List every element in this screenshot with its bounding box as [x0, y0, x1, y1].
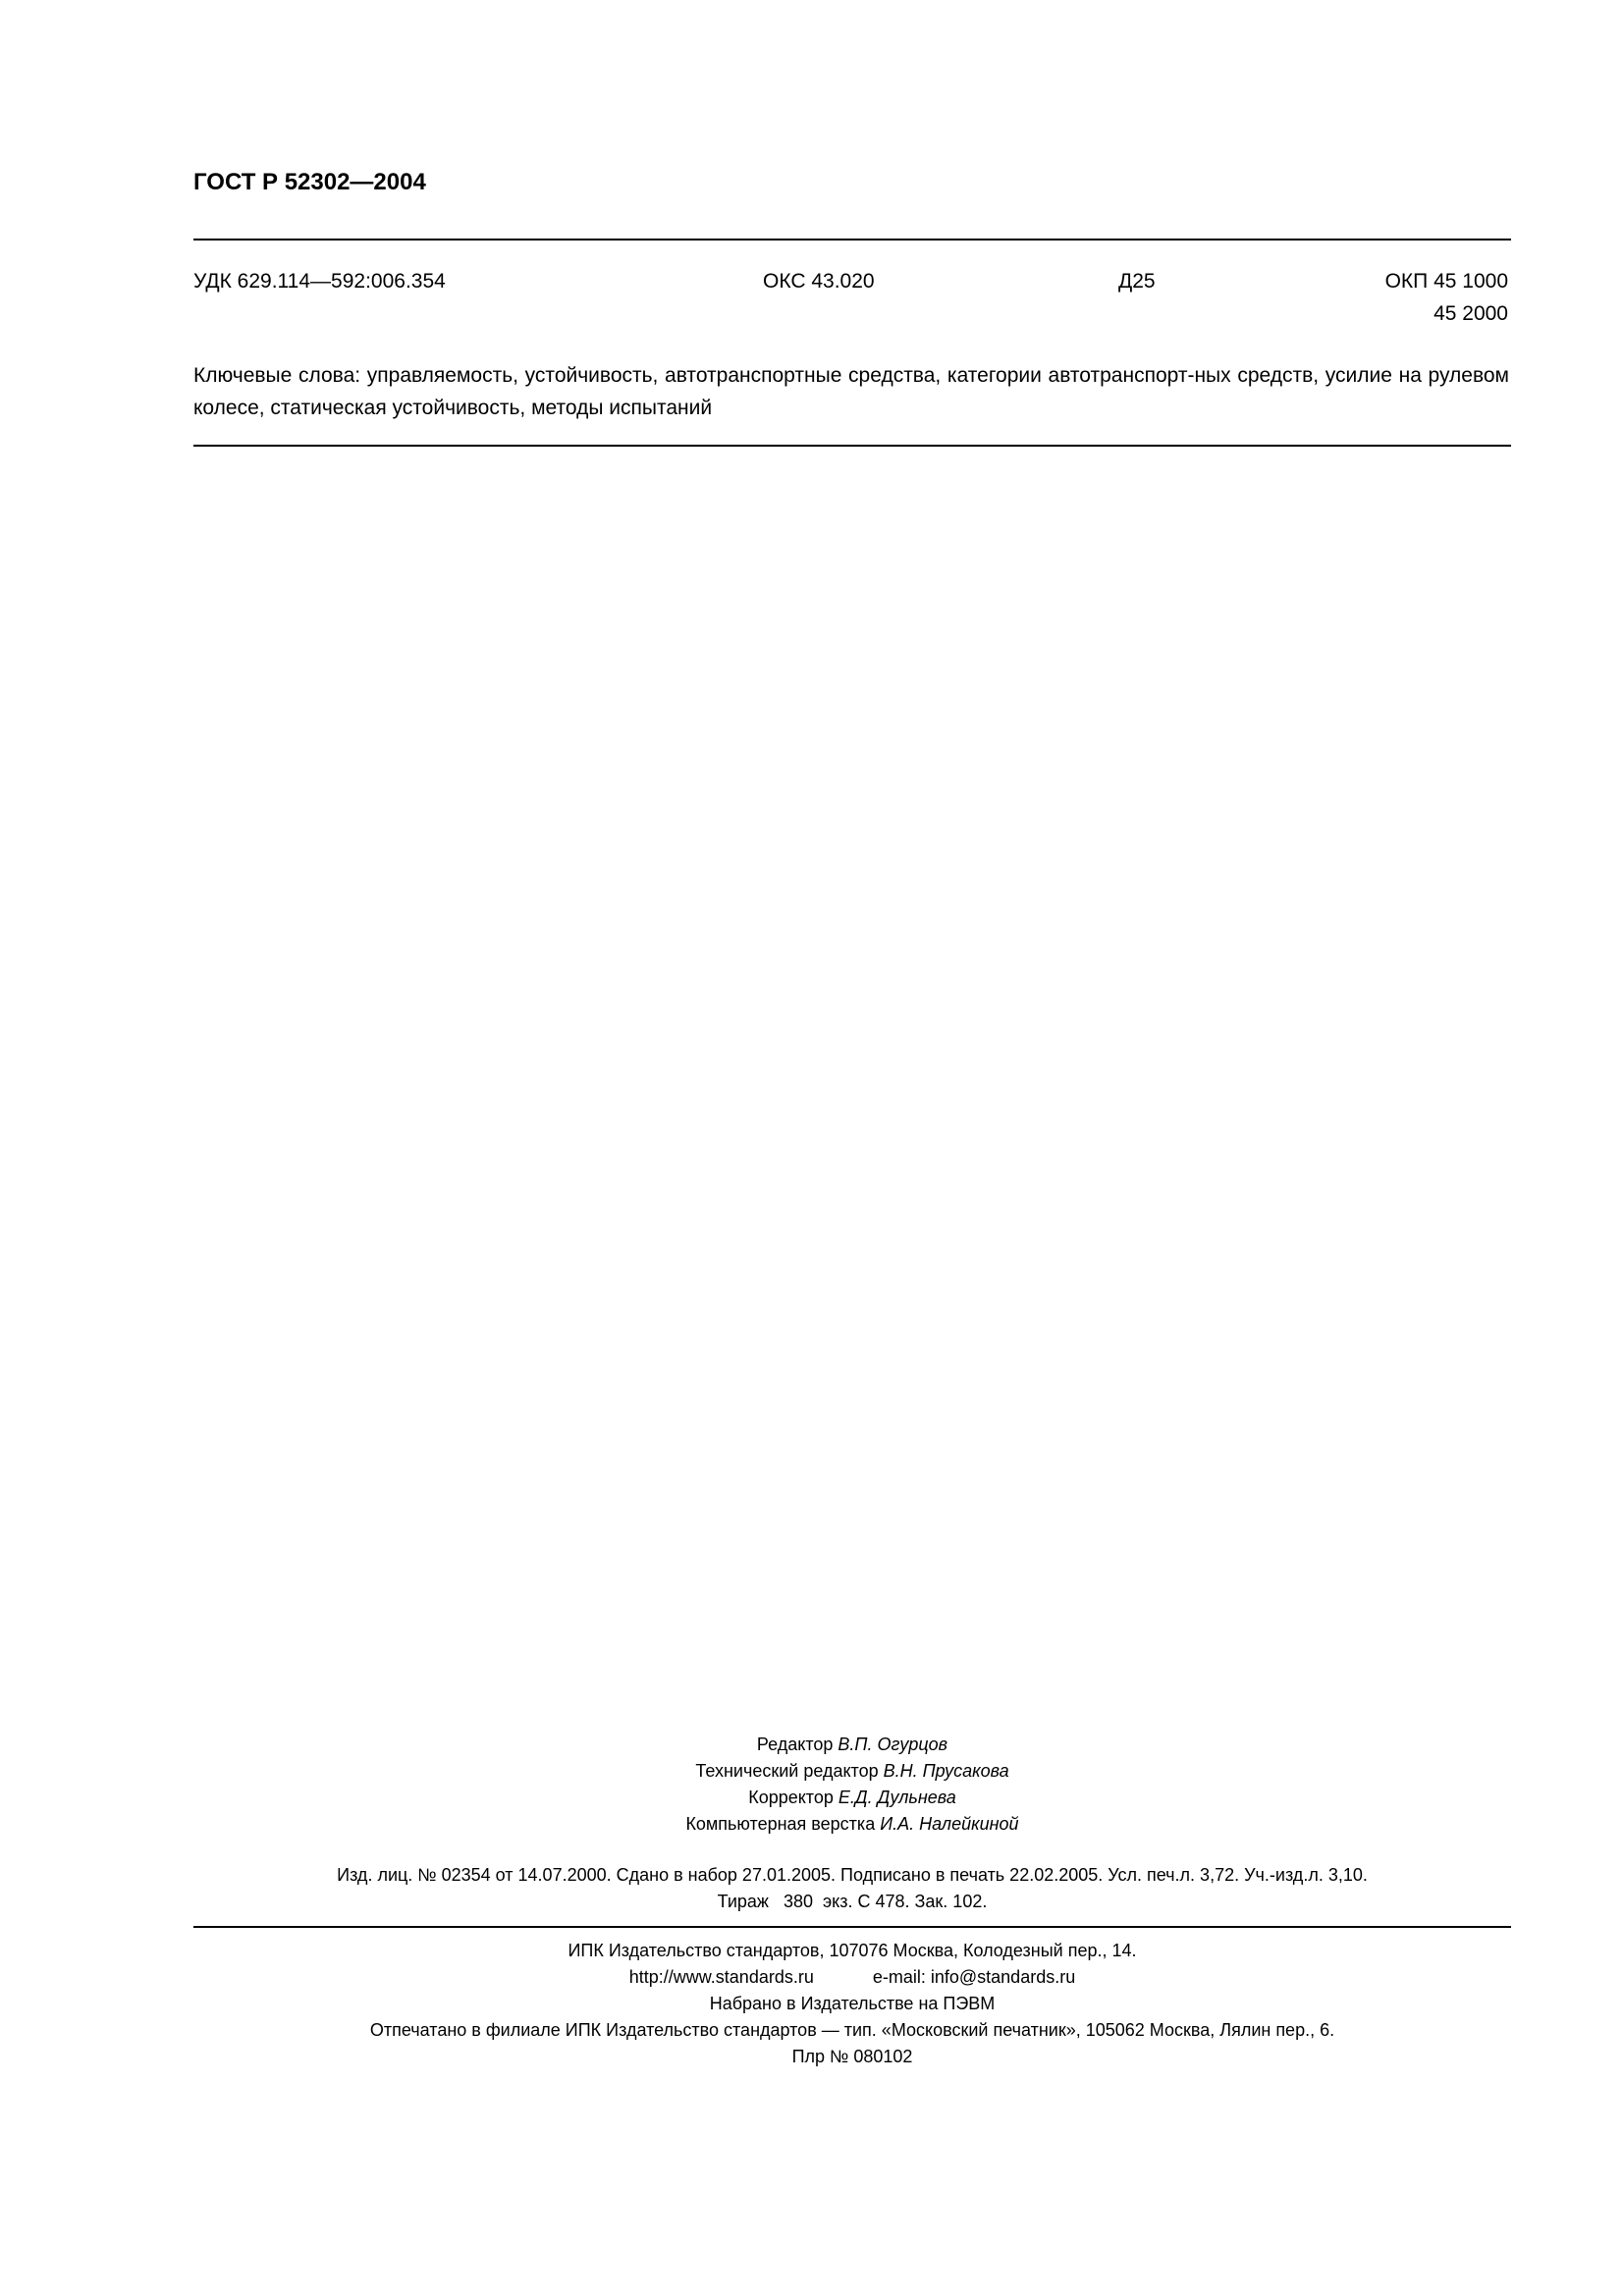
okp-code-line2: 45 2000 [1434, 302, 1508, 325]
credit-layout: Компьютерная верстка И.А. Налейкиной [685, 1814, 1019, 1834]
imprint-info [193, 1862, 1511, 1915]
credit-tech-editor: Технический редактор В.Н. Прусакова [695, 1761, 1009, 1781]
credit-name: Е.Д. Дульнева [838, 1788, 956, 1807]
document-code: ГОСТ Р 52302—2004 [193, 169, 426, 195]
email-link[interactable]: e-mail: info@standards.ru [872, 1967, 1076, 1987]
editorial-credits [193, 1732, 1511, 1838]
keywords-divider [193, 445, 1511, 447]
printed-note: Отпечатано в филиале ИПК Издательство стандартов — тип. «Московский печатник», 105062 Москва, Лялин пер., 6. [369, 2020, 1335, 2040]
imprint-line-2: Тираж 380 экз. С 478. Зак. 102. [717, 1892, 988, 1911]
credit-name: И.А. Налейкиной [880, 1814, 1019, 1834]
credit-name: В.Н. Прусакова [883, 1761, 1009, 1781]
okp-codes [1276, 265, 1508, 330]
credit-editor: Редактор В.П. Огурцов [756, 1735, 948, 1754]
plr-number: Плр № 080102 [791, 2047, 913, 2066]
top-divider [193, 239, 1511, 240]
publisher-address: ИПК Издательство стандартов, 107076 Москва, Колодезный пер., 14. [568, 1941, 1137, 1960]
credit-name: В.П. Огурцов [838, 1735, 948, 1754]
keywords-paragraph: Ключевые слова: управляемость, устойчивость, автотранспортные средства, категории автотранспорт-ных средств, усилие на рулевом колесе, статическая устойчивость, методы испытаний [193, 364, 1509, 419]
publisher-info [193, 1938, 1511, 2070]
imprint-line-1: Изд. лиц. № 02354 от 14.07.2000. Сдано в набор 27.01.2005. Подписано в печать 22.02.2005. Усл. печ.л. 3,72. Уч.-изд.л. 3,10. [337, 1865, 1368, 1885]
group-code: Д25 [1118, 270, 1156, 293]
website-link[interactable]: http://www.standards.ru [628, 1967, 814, 1987]
oks-code: ОКС 43.020 [763, 270, 875, 293]
typeset-note: Набрано в Издательстве на ПЭВМ [709, 1994, 996, 2013]
credit-proofreader: Корректор Е.Д. Дульнева [748, 1788, 956, 1807]
publisher-divider [193, 1926, 1511, 1928]
okp-code-line1: ОКП 45 1000 [1384, 270, 1508, 293]
udk-code: УДК 629.114—592:006.354 [193, 270, 446, 293]
publisher-contacts [193, 1964, 1511, 1991]
